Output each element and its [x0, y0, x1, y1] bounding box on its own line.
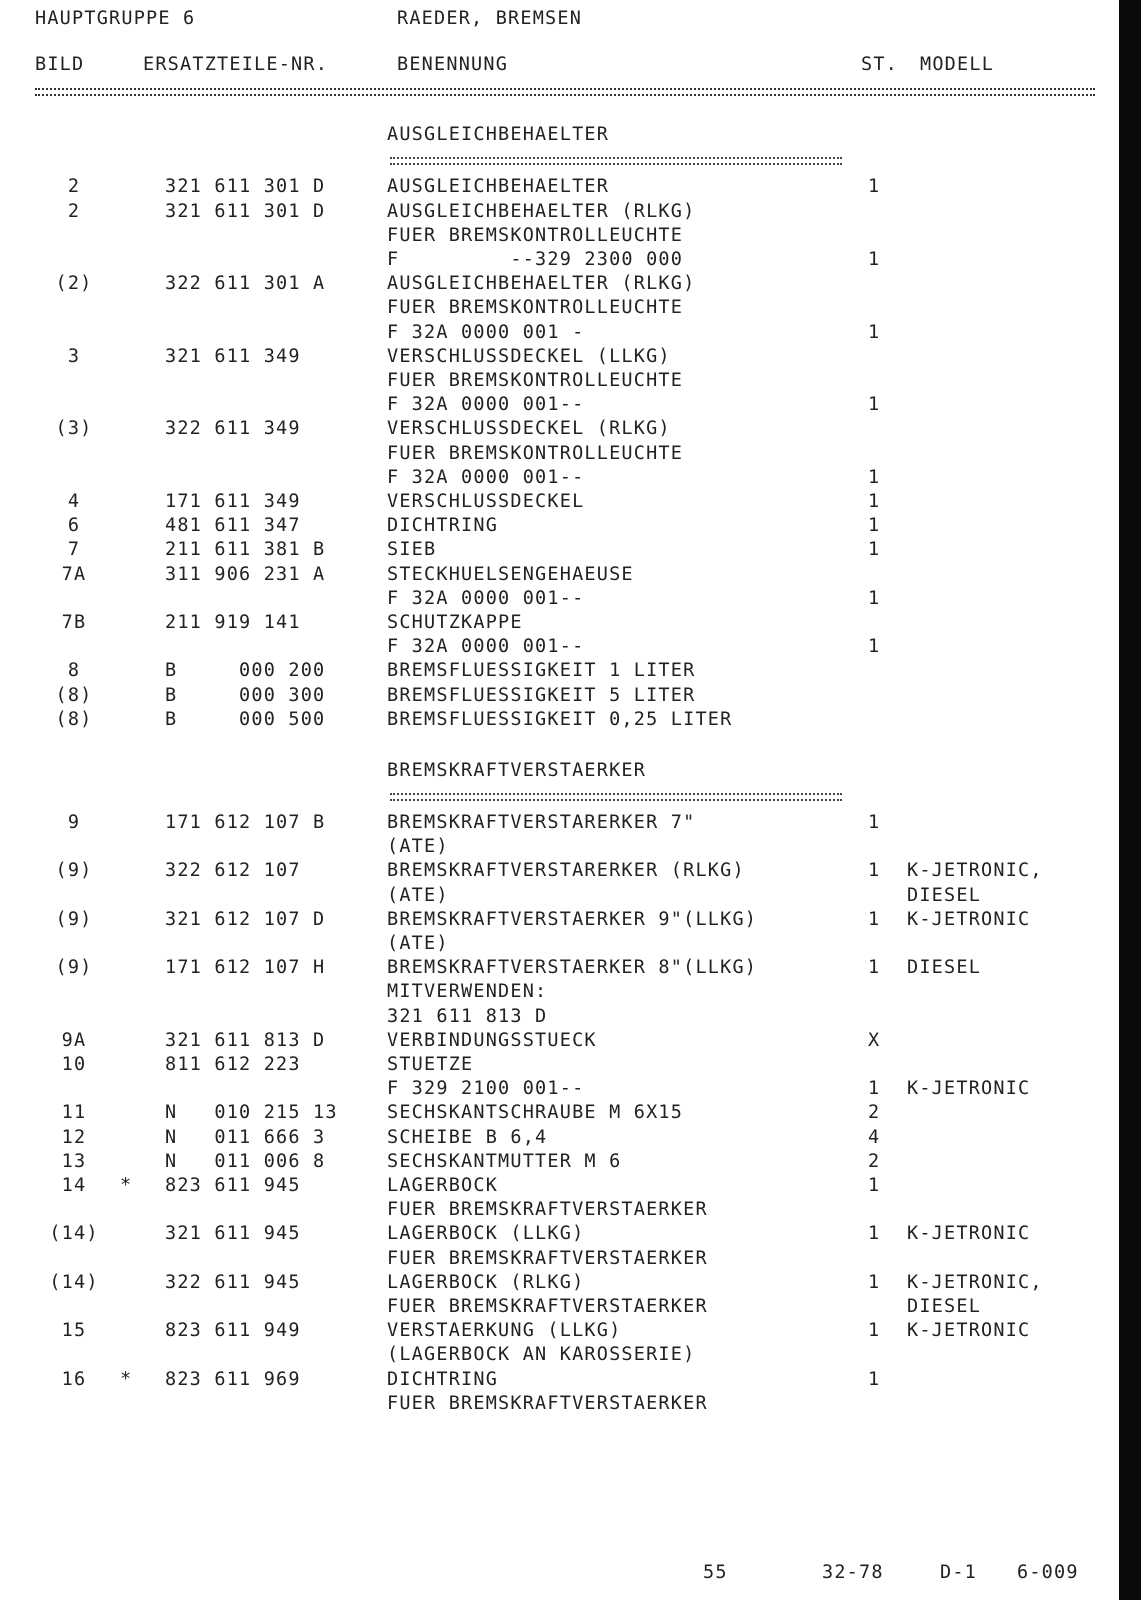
part-number: N 011 666 3 — [165, 1126, 326, 1148]
parts-row — [0, 346, 1100, 370]
description: SCHUTZKAPPE — [387, 612, 523, 633]
parts-row — [0, 1393, 1100, 1417]
model: DIESEL — [907, 1296, 982, 1318]
quantity: 1 — [868, 1271, 881, 1293]
parts-row — [0, 176, 1100, 200]
section-title-text: BREMSKRAFTVERSTAERKER — [387, 759, 647, 781]
quantity: 1 — [868, 491, 881, 512]
description: AUSGLEICHBEHAELTER (RLKG) — [387, 200, 696, 222]
figure-number: 12 — [61, 1126, 87, 1148]
parts-row — [0, 297, 1100, 321]
model: K-JETRONIC — [907, 908, 1031, 930]
parts-row — [0, 1344, 1100, 1368]
description: (LAGERBOCK AN KAROSSERIE) — [387, 1344, 696, 1366]
description: SIEB — [387, 539, 437, 561]
quantity: 1 — [868, 1078, 881, 1100]
parts-row — [0, 273, 1100, 297]
figure-number: 8 — [67, 660, 81, 682]
description: F 32A 0000 001-- — [387, 466, 585, 488]
parts-row — [0, 491, 1100, 515]
scan-edge — [1119, 0, 1141, 1600]
parts-row — [0, 443, 1100, 467]
parts-row — [0, 957, 1100, 981]
parts-row — [0, 709, 1100, 733]
parts-row — [0, 515, 1100, 539]
part-number: 321 611 945 — [165, 1223, 301, 1245]
description: FUER BREMSKRAFTVERSTAERKER — [387, 1199, 708, 1221]
parts-row — [0, 685, 1100, 709]
part-number: 823 611 949 — [165, 1320, 301, 1342]
model: K-JETRONIC — [907, 1223, 1031, 1245]
part-number: B 000 500 — [165, 708, 326, 730]
part-number: N 010 215 13 — [165, 1102, 338, 1124]
description: FUER BREMSKONTROLLEUCHTE — [387, 297, 684, 319]
parts-row — [0, 564, 1100, 588]
description: BREMSFLUESSIGKEIT 5 LITER — [387, 684, 696, 706]
column-header-part-number: ERSATZTEILE-NR. — [143, 54, 329, 75]
parts-row — [0, 1369, 1100, 1393]
figure-number: (9) — [55, 908, 93, 930]
figure-number: 14 — [61, 1175, 87, 1197]
figure-number: (14) — [49, 1223, 99, 1245]
figure-number: 6 — [67, 515, 81, 537]
part-number: 322 611 301 A — [165, 273, 326, 295]
parts-row — [0, 1296, 1100, 1320]
part-number: 481 611 347 — [165, 515, 301, 537]
description: FUER BREMSKONTROLLEUCHTE — [387, 224, 684, 246]
description: BREMSFLUESSIGKEIT 0,25 LITER — [387, 708, 733, 730]
quantity: 1 — [868, 1175, 881, 1197]
quantity: 1 — [868, 1320, 881, 1342]
group-heading: HAUPTGRUPPE 6 — [35, 8, 196, 29]
figure-number: (8) — [55, 684, 93, 706]
figure-number: 11 — [61, 1102, 87, 1124]
description: MITVERWENDEN: — [387, 981, 548, 1003]
parts-row — [0, 1054, 1100, 1078]
part-number: B 000 200 — [165, 660, 326, 682]
figure-number: 7A — [61, 563, 87, 585]
quantity: 4 — [868, 1126, 881, 1148]
description: BREMSKRAFTVERSTARERKER 7" — [387, 812, 696, 834]
part-number: 322 612 107 — [165, 860, 301, 882]
figure-number: 7B — [61, 612, 87, 633]
model: K-JETRONIC, — [907, 860, 1043, 882]
parts-row — [0, 539, 1100, 563]
column-header-model: MODELL — [920, 54, 995, 75]
section-underline — [390, 157, 842, 165]
parts-row — [0, 467, 1100, 491]
quantity: 2 — [868, 1102, 881, 1124]
description: BREMSKRAFTVERSTAERKER 9"(LLKG) — [387, 908, 758, 930]
parts-row — [0, 1006, 1100, 1030]
figure-number: 3 — [67, 345, 81, 367]
section-title — [0, 124, 1100, 148]
part-number: 321 611 301 D — [165, 200, 326, 222]
figure-number: (14) — [49, 1271, 99, 1293]
figure-number: 10 — [61, 1054, 87, 1076]
description: BREMSKRAFTVERSTAERKER 8"(LLKG) — [387, 957, 758, 979]
description: FUER BREMSKRAFTVERSTAERKER — [387, 1392, 708, 1414]
figure-number: 15 — [61, 1320, 87, 1342]
quantity: 1 — [868, 1368, 881, 1390]
header-rule — [35, 88, 1095, 96]
parts-row — [0, 418, 1100, 442]
description: VERBINDUNGSSTUECK — [387, 1029, 597, 1051]
part-number: 321 612 107 D — [165, 908, 326, 930]
part-number: B 000 300 — [165, 684, 326, 706]
group-title: RAEDER, BREMSEN — [397, 8, 583, 29]
quantity: 1 — [868, 321, 881, 343]
model: K-JETRONIC, — [907, 1271, 1043, 1293]
description: FUER BREMSKONTROLLEUCHTE — [387, 370, 684, 391]
description: VERSCHLUSSDECKEL (LLKG) — [387, 345, 671, 367]
parts-row — [0, 860, 1100, 884]
part-number: 811 612 223 — [165, 1054, 301, 1076]
quantity: 1 — [868, 587, 881, 609]
description: AUSGLEICHBEHAELTER (RLKG) — [387, 273, 696, 295]
footer-date: 32-78 — [822, 1562, 884, 1583]
part-number: 322 611 349 — [165, 418, 301, 440]
description: AUSGLEICHBEHAELTER — [387, 176, 610, 198]
parts-row — [0, 612, 1100, 636]
quantity: 1 — [868, 466, 881, 488]
model: DIESEL — [907, 884, 982, 906]
figure-number: (2) — [55, 273, 93, 295]
quantity: 1 — [868, 812, 881, 834]
new-part-marker: * — [120, 1175, 133, 1197]
part-number: 171 612 107 H — [165, 957, 326, 979]
model: DIESEL — [907, 957, 982, 979]
part-number: 211 611 381 B — [165, 539, 326, 561]
description: (ATE) — [387, 836, 449, 858]
description: F 32A 0000 001 - — [387, 321, 585, 343]
description: F --329 2300 000 — [387, 249, 684, 270]
description: DICHTRING — [387, 1368, 499, 1390]
quantity: 1 — [868, 1223, 881, 1245]
description: BREMSKRAFTVERSTARERKER (RLKG) — [387, 860, 745, 882]
figure-number: 7 — [67, 539, 81, 561]
part-number: 321 611 349 — [165, 345, 301, 367]
description: VERSTAERKUNG (LLKG) — [387, 1320, 622, 1342]
part-number: 322 611 945 — [165, 1271, 301, 1293]
parts-row — [0, 322, 1100, 346]
parts-row — [0, 836, 1100, 860]
quantity: 1 — [868, 957, 881, 979]
parts-row — [0, 1248, 1100, 1272]
parts-row — [0, 933, 1100, 957]
description: (ATE) — [387, 933, 449, 955]
model: K-JETRONIC — [907, 1078, 1031, 1100]
parts-row — [0, 1320, 1100, 1344]
description: FUER BREMSKRAFTVERSTAERKER — [387, 1247, 708, 1269]
description: STECKHUELSENGEHAEUSE — [387, 563, 634, 585]
description: F 329 2100 001-- — [387, 1078, 585, 1100]
quantity: X — [868, 1029, 881, 1051]
quantity: 1 — [868, 860, 881, 882]
section-title-text: AUSGLEICHBEHAELTER — [387, 124, 610, 145]
parts-row — [0, 909, 1100, 933]
parts-row — [0, 885, 1100, 909]
figure-number: 4 — [67, 491, 81, 512]
quantity: 1 — [868, 515, 881, 537]
description: VERSCHLUSSDECKEL (RLKG) — [387, 418, 671, 440]
figure-number: (3) — [55, 418, 93, 440]
column-header-bild: BILD — [35, 54, 85, 75]
description: SECHSKANTSCHRAUBE M 6X15 — [387, 1102, 684, 1124]
description: F 32A 0000 001-- — [387, 636, 585, 658]
section-underline — [390, 793, 842, 801]
parts-row — [0, 1151, 1100, 1175]
section-title — [0, 760, 1100, 784]
description: LAGERBOCK (LLKG) — [387, 1223, 585, 1245]
quantity: 1 — [868, 908, 881, 930]
quantity: 1 — [868, 176, 881, 198]
parts-row — [0, 249, 1100, 273]
figure-number: 2 — [67, 200, 81, 222]
quantity: 1 — [868, 394, 881, 416]
description: LAGERBOCK (RLKG) — [387, 1271, 585, 1293]
parts-row — [0, 588, 1100, 612]
description: 321 611 813 D — [387, 1005, 548, 1027]
figure-number: (9) — [55, 957, 93, 979]
parts-row — [0, 201, 1100, 225]
parts-row — [0, 370, 1100, 394]
part-number: 311 906 231 A — [165, 563, 326, 585]
parts-row — [0, 1030, 1100, 1054]
column-header-quantity: ST. — [861, 54, 899, 75]
description: F 32A 0000 001-- — [387, 394, 585, 416]
quantity: 1 — [868, 539, 881, 561]
footer-language: D-1 — [940, 1562, 978, 1583]
parts-row — [0, 225, 1100, 249]
description: FUER BREMSKONTROLLEUCHTE — [387, 442, 684, 464]
figure-number: 2 — [67, 176, 81, 198]
figure-number: (8) — [55, 708, 93, 730]
figure-number: 9 — [67, 812, 81, 834]
quantity: 1 — [868, 249, 881, 270]
figure-number: (9) — [55, 860, 93, 882]
parts-row — [0, 394, 1100, 418]
parts-row — [0, 812, 1100, 836]
parts-row — [0, 1175, 1100, 1199]
part-number: N 011 006 8 — [165, 1150, 326, 1172]
description: BREMSFLUESSIGKEIT 1 LITER — [387, 660, 696, 682]
parts-row — [0, 1272, 1100, 1296]
description: FUER BREMSKRAFTVERSTAERKER — [387, 1296, 708, 1318]
column-header-description: BENENNUNG — [397, 54, 509, 75]
parts-row — [0, 1127, 1100, 1151]
description: DICHTRING — [387, 515, 499, 537]
quantity: 2 — [868, 1150, 881, 1172]
part-number: 823 611 945 — [165, 1175, 301, 1197]
figure-number: 16 — [61, 1368, 87, 1390]
parts-row — [0, 1199, 1100, 1223]
part-number: 321 611 813 D — [165, 1029, 326, 1051]
description: VERSCHLUSSDECKEL — [387, 491, 585, 512]
model: K-JETRONIC — [907, 1320, 1031, 1342]
footer-code: 6-009 — [1017, 1562, 1079, 1583]
description: SCHEIBE B 6,4 — [387, 1126, 548, 1148]
part-number: 211 919 141 — [165, 612, 301, 633]
part-number: 171 611 349 — [165, 491, 301, 512]
description: STUETZE — [387, 1054, 474, 1076]
part-number: 823 611 969 — [165, 1368, 301, 1390]
parts-row — [0, 1078, 1100, 1102]
description: LAGERBOCK — [387, 1175, 499, 1197]
parts-row — [0, 981, 1100, 1005]
description: F 32A 0000 001-- — [387, 587, 585, 609]
parts-row — [0, 636, 1100, 660]
quantity: 1 — [868, 636, 881, 658]
part-number: 171 612 107 B — [165, 812, 326, 834]
figure-number: 13 — [61, 1150, 87, 1172]
parts-row — [0, 660, 1100, 684]
footer-page-number: 55 — [703, 1562, 728, 1583]
description: SECHSKANTMUTTER M 6 — [387, 1150, 622, 1172]
new-part-marker: * — [120, 1368, 133, 1390]
description: (ATE) — [387, 884, 449, 906]
part-number: 321 611 301 D — [165, 176, 326, 198]
parts-row — [0, 1223, 1100, 1247]
parts-row — [0, 1102, 1100, 1126]
figure-number: 9A — [61, 1029, 87, 1051]
